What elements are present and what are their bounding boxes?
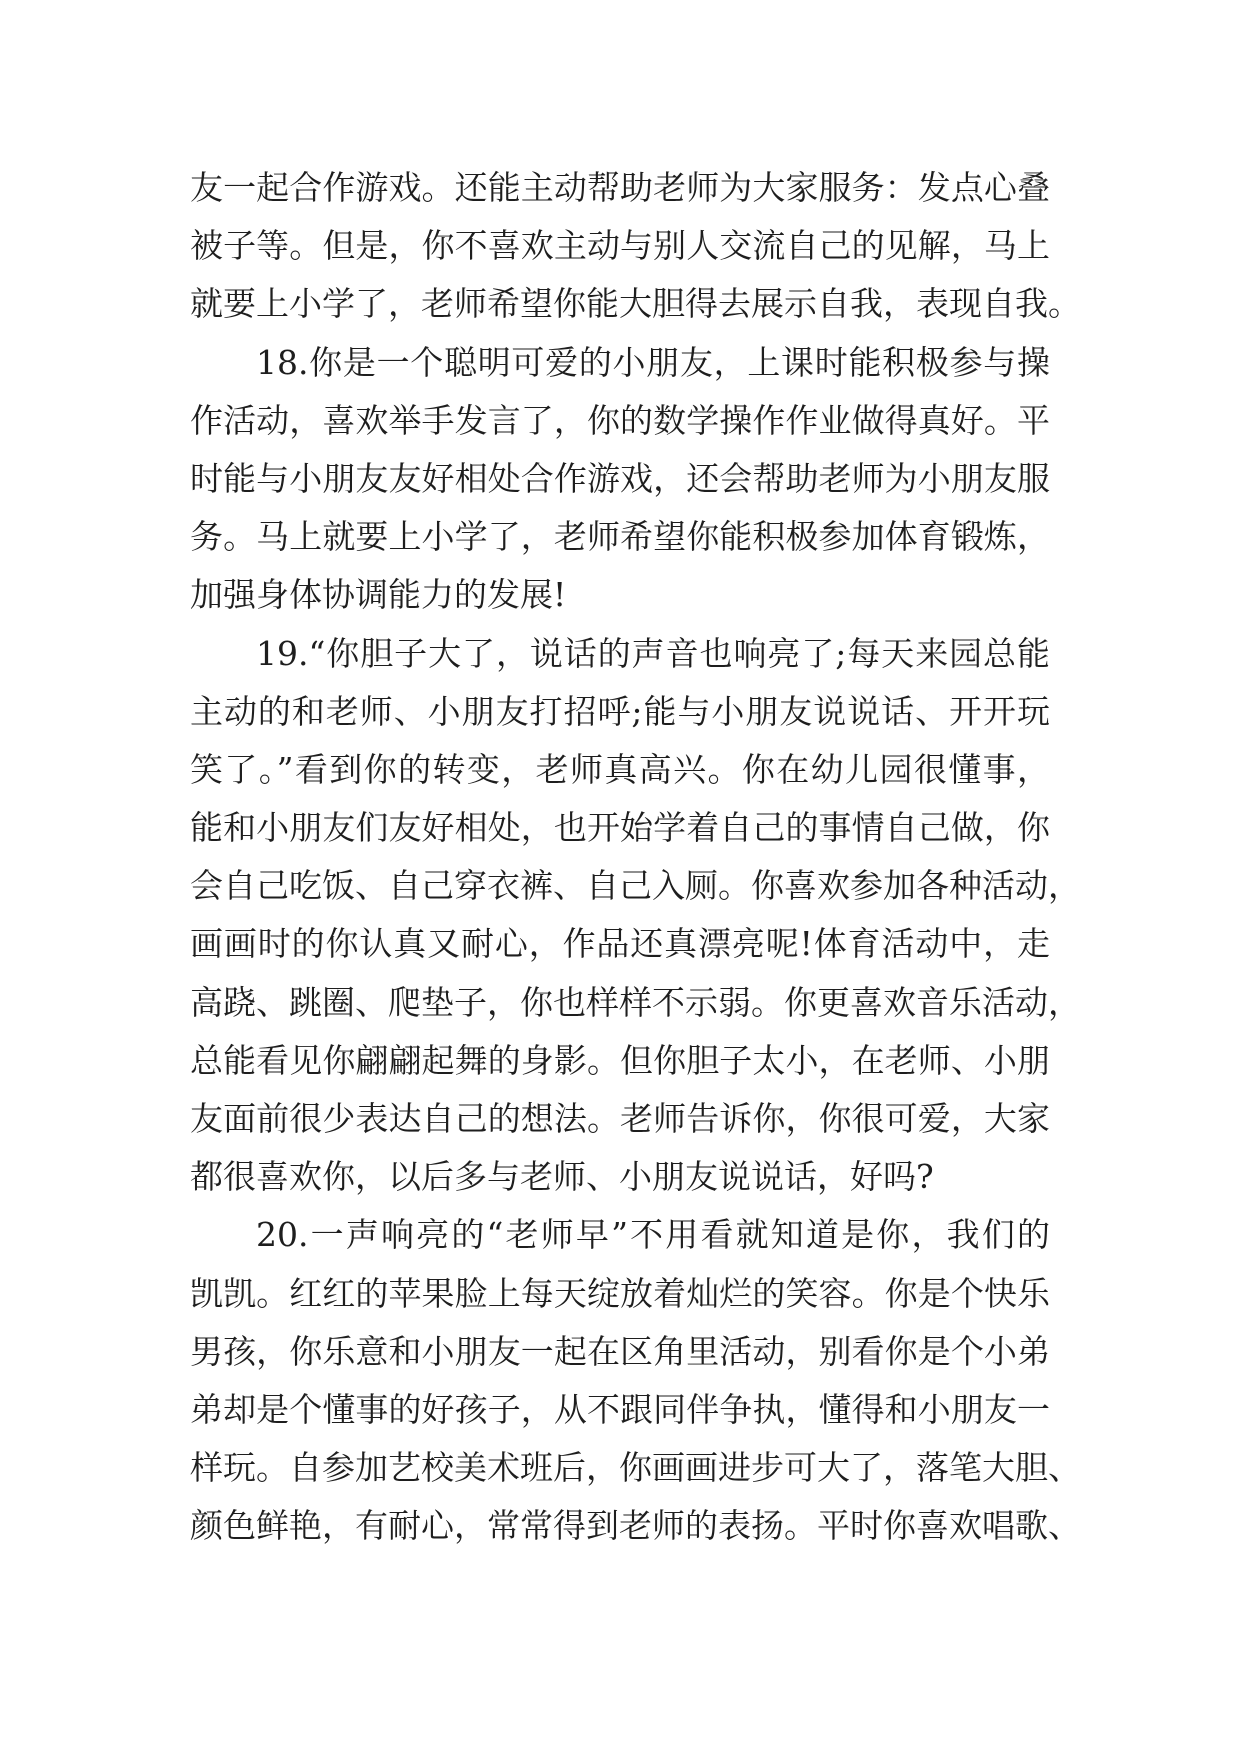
text-line: 务。马上就要上小学了，老师希望你能积极参加体育锻炼， bbox=[190, 517, 1050, 557]
text-line: 时能与小朋友友好相处合作游戏，还会帮助老师为小朋友服 bbox=[190, 458, 1050, 498]
document-body bbox=[190, 159, 1081, 1556]
paragraph-19-first-line: 19.“你胆子大了，说话的声音也响亮了;每天来园总能 bbox=[256, 633, 1050, 673]
text-line: 友面前很少表达自己的想法。老师告诉你，你很可爱，大家 bbox=[190, 1099, 1050, 1138]
text-line: 画画时的你认真又耐心，作品还真漂亮呢!体育活动中，走 bbox=[190, 924, 1050, 964]
text-line: 样玩。自参加艺校美术班后，你画画进步可大了，落笔大胆、 bbox=[190, 1448, 1081, 1488]
text-line: 总能看见你翩翩起舞的身影。但你胆子太小，在老师、小朋 bbox=[190, 1040, 1050, 1080]
paragraph-18-first-line: 18.你是一个聪明可爱的小朋友，上课时能积极参与操 bbox=[256, 342, 1050, 382]
paragraph-19-last-line: 都很喜欢你，以后多与老师、小朋友说说话，好吗? bbox=[190, 1157, 934, 1197]
text-line: 主动的和老师、小朋友打招呼;能与小朋友说说话、开开玩 bbox=[190, 691, 1050, 731]
text-line: 高跷、跳圈、爬垫子，你也样样不示弱。你更喜欢音乐活动， bbox=[190, 982, 1081, 1022]
text-line: 就要上小学了，老师希望你能大胆得去展示自我，表现自我。 bbox=[190, 284, 1081, 324]
text-line: 男孩，你乐意和小朋友一起在区角里活动，别看你是个小弟 bbox=[190, 1331, 1050, 1371]
text-line: 作活动，喜欢举手发言了，你的数学操作作业做得真好。平 bbox=[190, 400, 1050, 440]
text-line: 弟却是个懂事的好孩子，从不跟同伴争执，懂得和小朋友一 bbox=[190, 1389, 1050, 1429]
text-line: 颜色鲜艳，有耐心，常常得到老师的表扬。平时你喜欢唱歌、 bbox=[190, 1506, 1081, 1546]
text-line: 会自己吃饭、自己穿衣裤、自己入厕。你喜欢参加各种活动， bbox=[190, 866, 1081, 906]
paragraph-20-first-line: 20.一声响亮的“老师早”不用看就知道是你，我们的 bbox=[256, 1215, 1050, 1255]
paragraph-18-last-line: 加强身体协调能力的发展! bbox=[190, 575, 567, 615]
text-line: 能和小朋友们友好相处，也开始学着自己的事情自己做，你 bbox=[190, 808, 1050, 848]
text-line: 友一起合作游戏。还能主动帮助老师为大家服务：发点心叠 bbox=[190, 168, 1050, 207]
text-line: 凯凯。红红的苹果脸上每天绽放着灿烂的笑容。你是个快乐 bbox=[190, 1273, 1050, 1313]
text-line: 被子等。但是，你不喜欢主动与别人交流自己的见解，马上 bbox=[190, 226, 1050, 266]
text-line: 笑了。”看到你的转变，老师真高兴。你在幼儿园很懂事， bbox=[190, 749, 1050, 789]
